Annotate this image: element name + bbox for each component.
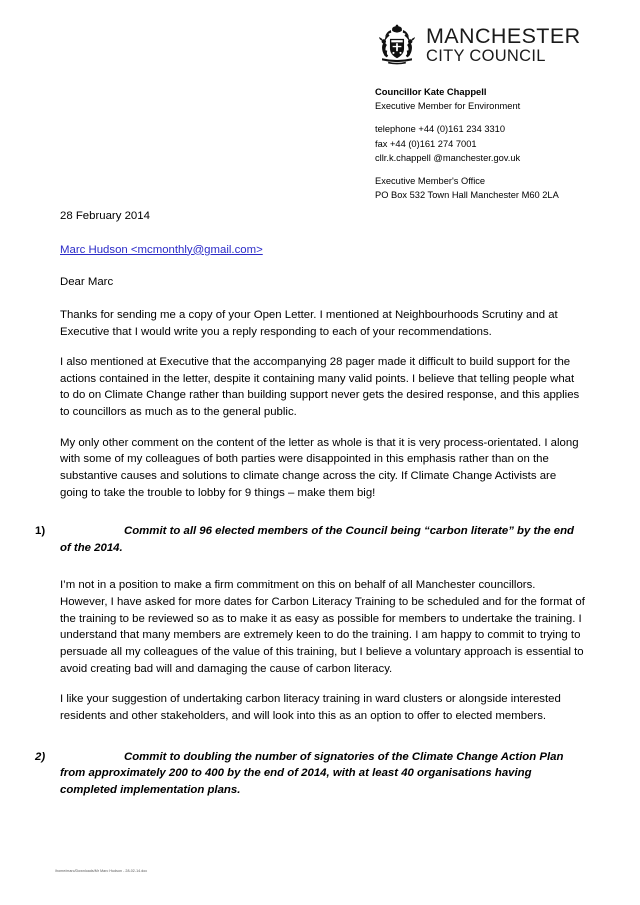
postal-address: PO Box 532 Town Hall Manchester M60 2LA	[375, 189, 559, 200]
recipient-email-link[interactable]: Marc Hudson <mcmonthly@gmail.com>	[60, 243, 263, 256]
numbered-item-1	[35, 523, 585, 556]
document-path-footer: /home/marc/Downloads/Mr Marc Hudson - 28-02-14.doc	[55, 869, 148, 873]
council-wordmark	[426, 23, 581, 65]
councillor-name: Councillor Kate Chappell	[375, 86, 487, 97]
salutation: Dear Marc	[60, 276, 114, 289]
item-2-marker: 2)	[35, 750, 46, 763]
paragraph-3: My only other comment on the content of the letter as whole is that it is very process-orientated. I along with some of my colleagues of both parties were disappointed in this emphasis rather than on the substantive causes and solutions to climate change across the city. If Climate Change Activists are going to take the trouble to lobby for 9 things – make them big!	[60, 436, 579, 499]
email-line: cllr.k.chappell @manchester.gov.uk	[375, 152, 521, 163]
telephone-line: telephone +44 (0)161 234 3310	[375, 124, 506, 135]
contact-block	[375, 85, 605, 202]
numbered-item-2	[35, 749, 585, 799]
office-name: Executive Member's Office	[375, 175, 486, 186]
office-address	[375, 174, 605, 202]
letter-body	[35, 208, 585, 812]
item-1-response-1: I’m not in a position to make a firm commitment on this on behalf of all Manchester councillors. However, I have asked for more dates for Carbon Literacy Training to be scheduled and for the format of the training to be reviewed so as to make it as easy as possible for members to undertake the training. I understand that many members are extremely keen to do the training. I am happy to commit to trying to persuade all my colleagues of the value of this training, but I believe a voluntary approach is essential to avoid creating bad will and damaging the cause of carbon literacy.	[60, 579, 585, 675]
fax-line: fax +44 (0)161 274 7001	[375, 138, 477, 149]
item-1-heading: Commit to all 96 elected members of the Council being “carbon literate” by the end of the 2014.	[60, 525, 575, 554]
recipient-line	[60, 242, 585, 259]
letter-date: 28 February 2014	[60, 210, 150, 222]
letterhead	[375, 22, 605, 202]
wordmark-line-2: CITY COUNCIL	[426, 46, 546, 65]
item-1-response-2: I like your suggestion of undertaking carbon literacy training in ward clusters or alongside interested residents and other stakeholders, and will look into this as an option to offer to elected members.	[60, 693, 561, 722]
paragraph-2: I also mentioned at Executive that the accompanying 28 pager made it difficult to build support for the actions contained in the letter, despite it containing many valid points. I believe that telling people what to do on Climate Change rather than building support never gets the desired response, and this applies to councillors as much as to the general public.	[60, 356, 580, 419]
councillor-role: Executive Member for Environment	[375, 101, 521, 112]
coat-of-arms-icon	[375, 23, 419, 67]
item-1-marker: 1)	[35, 525, 46, 538]
paragraph-1: Thanks for sending me a copy of your Open Letter. I mentioned at Neighbourhoods Scrutiny and at Executive that I would write you a reply responding to each of your recommendations.	[60, 308, 558, 338]
contact-numbers	[375, 122, 605, 164]
item-2-heading: Commit to doubling the number of signatories of the Climate Change Action Plan from approximately 200 to 400 by the end of 2014, with at least 40 organisations having completed implementation plans.	[60, 750, 564, 796]
logo-row	[375, 22, 605, 68]
wordmark-line-1: MANCHESTER	[426, 23, 581, 48]
